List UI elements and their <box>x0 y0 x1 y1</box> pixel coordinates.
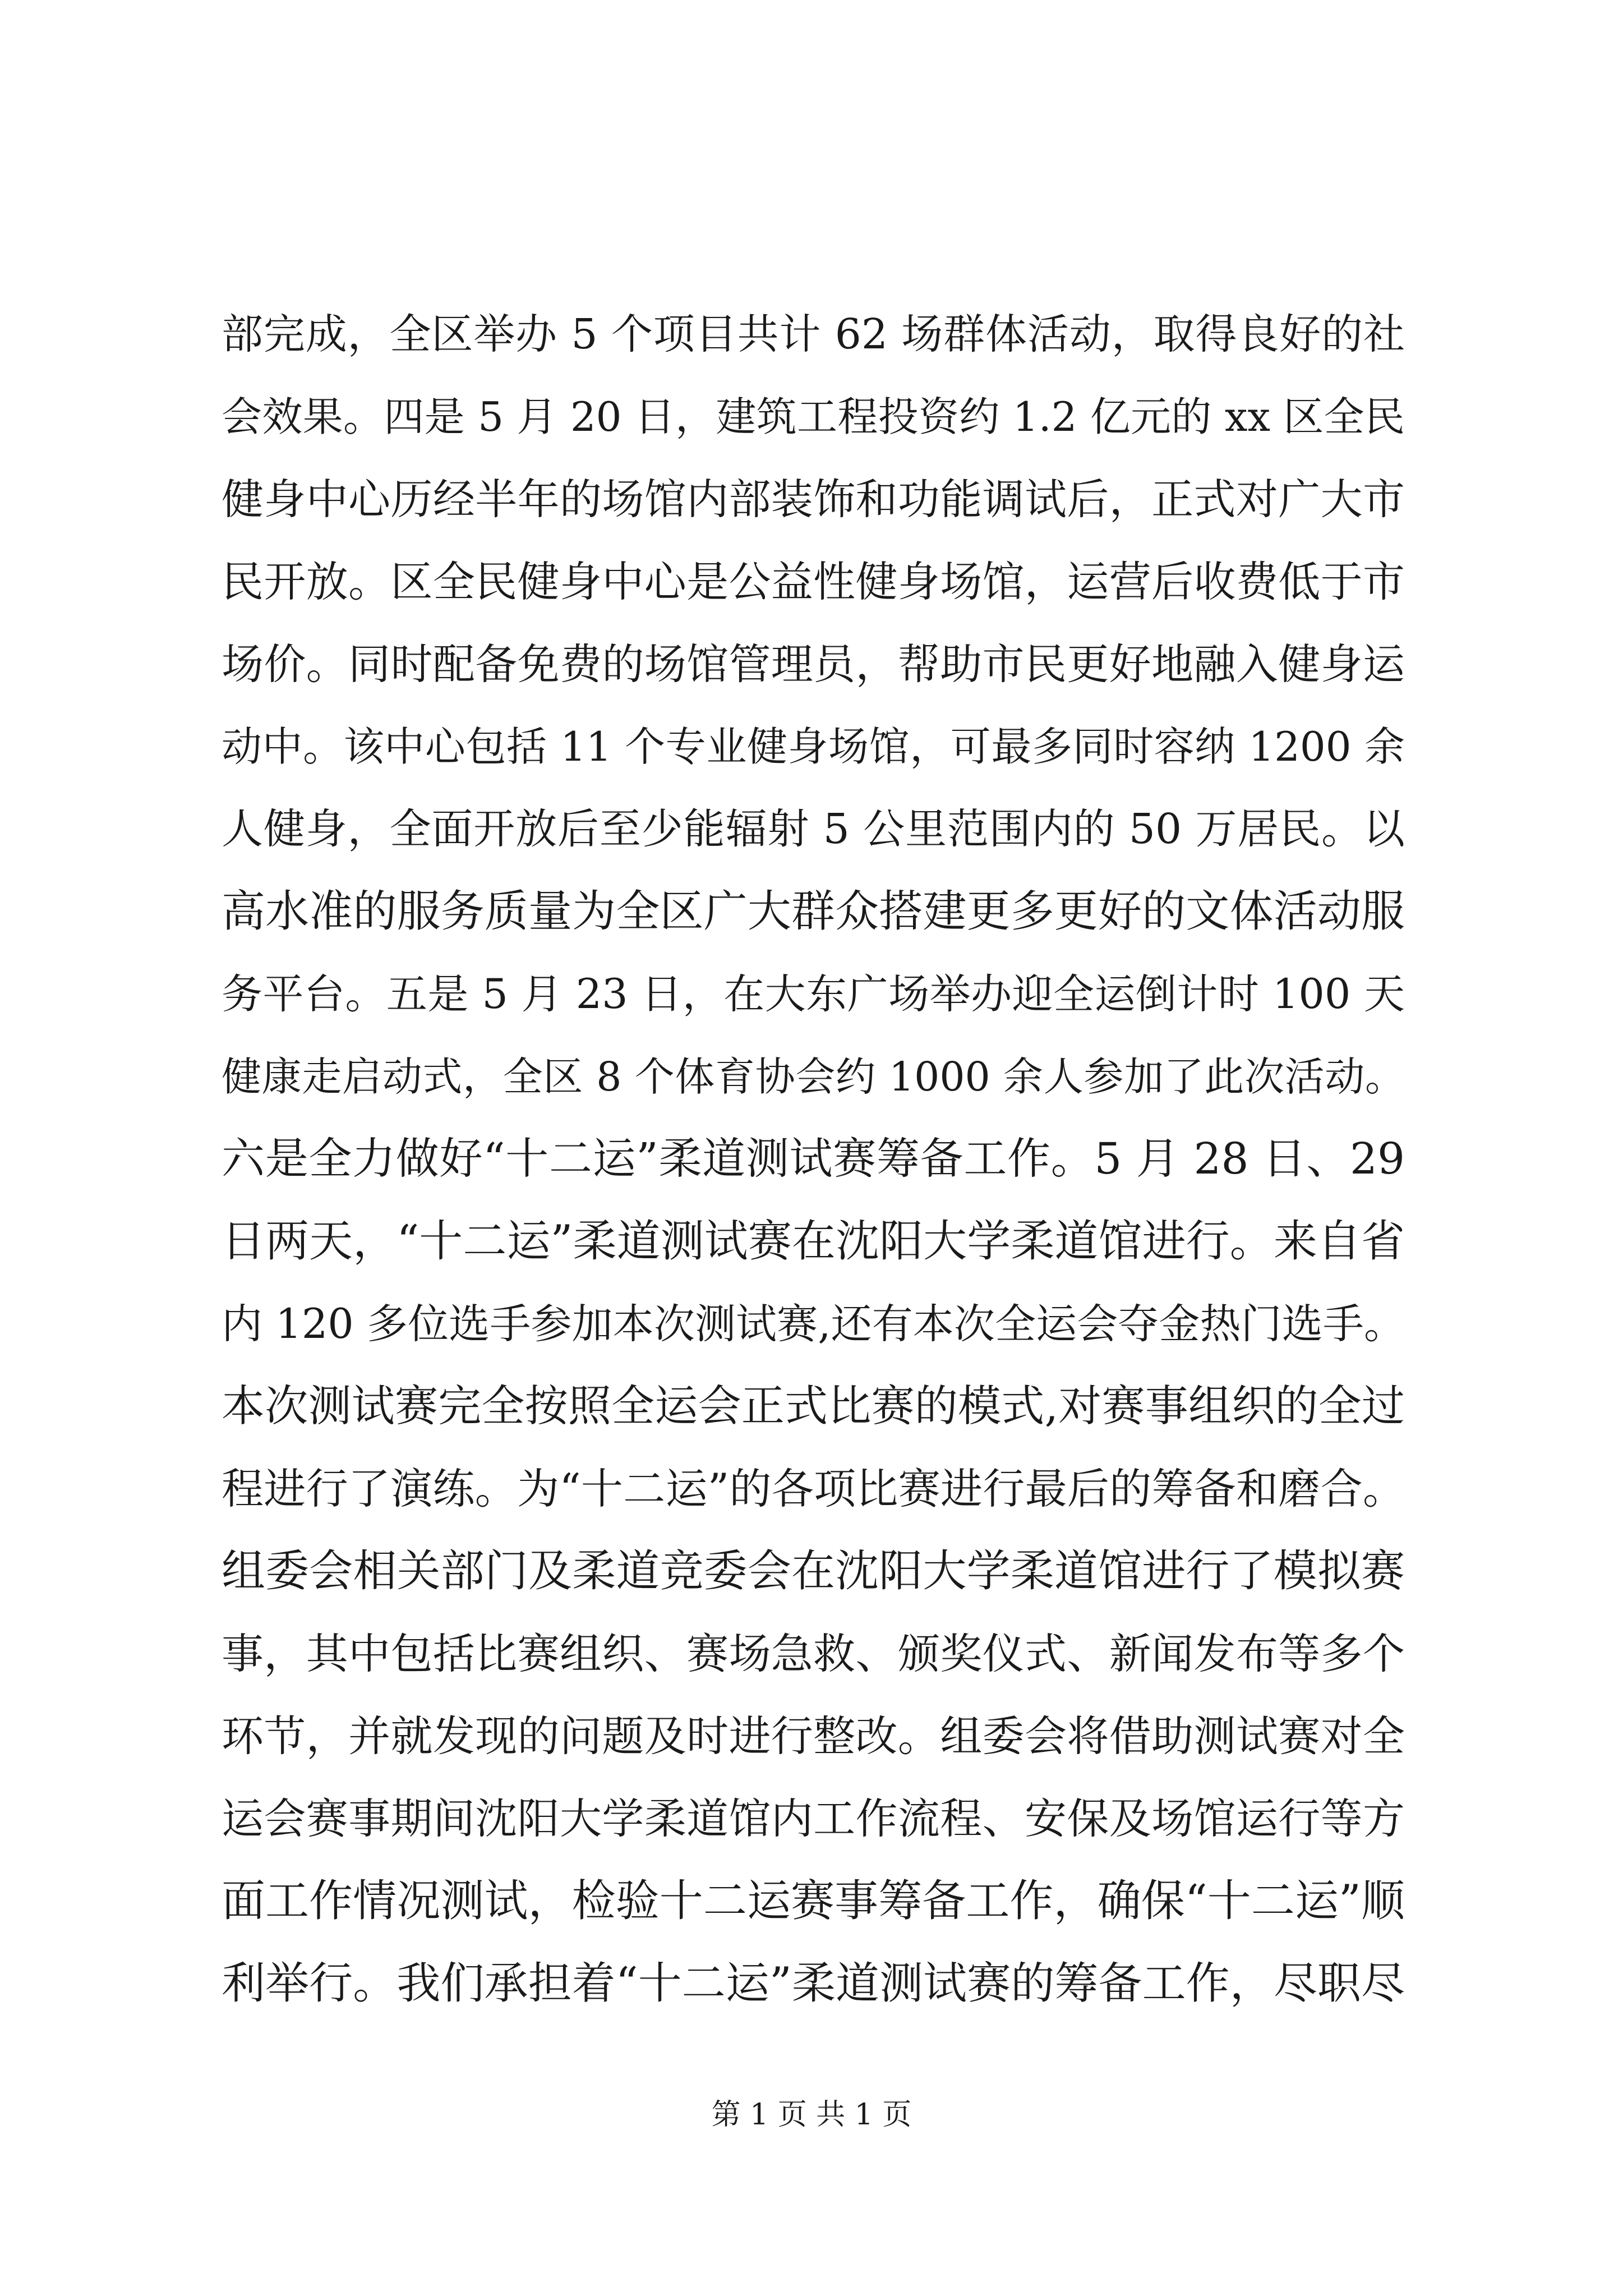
text-line: 会效果。四是 5 月 20 日，建筑工程投资约 1.2 亿元的 xx 区全民 <box>222 393 1405 440</box>
text-line: 面工作情况测试，检验十二运赛事筹备工作，确保“十二运”顺 <box>222 1876 1405 1926</box>
text-line: 六是全力做好“十二运”柔道测试赛筹备工作。5 月 28 日、29 <box>222 1134 1405 1184</box>
body-paragraph <box>222 293 1405 2025</box>
text-line: 人健身，全面开放后至少能辐射 5 公里范围内的 50 万居民。以 <box>222 805 1405 853</box>
text-line: 高水准的服务质量为全区广大群众搭建更多更好的文体活动服 <box>222 886 1405 937</box>
text-line: 事，其中包括比赛组织、赛场急救、颁奖仪式、新闻发布等多个 <box>222 1629 1405 1678</box>
text-line: 本次测试赛完全按照全运会正式比赛的模式,对赛事组织的全过 <box>222 1382 1405 1432</box>
text-line: 组委会相关部门及柔道竞委会在沈阳大学柔道馆进行了模拟赛 <box>222 1546 1405 1596</box>
text-line: 运会赛事期间沈阳大学柔道馆内工作流程、安保及场馆运行等方 <box>222 1794 1405 1843</box>
text-line: 民开放。区全民健身中心是公益性健身场馆，运营后收费低于市 <box>222 557 1405 606</box>
text-line: 场价。同时配备免费的场馆管理员，帮助市民更好地融入健身运 <box>222 639 1405 689</box>
text-line: 健康走启动式，全区 8 个体育协会约 1000 余人参加了此次活动。 <box>222 1053 1405 1100</box>
text-line: 务平台。五是 5 月 23 日，在大东广场举办迎全运倒计时 100 天 <box>222 970 1405 1018</box>
page-number-footer: 第 1 页 共 1 页 <box>711 2098 912 2132</box>
text-line: 动中。该中心包括 11 个专业健身场馆，可最多同时容纳 1200 余 <box>222 723 1405 770</box>
text-line: 日两天，“十二运”柔道测试赛在沈阳大学柔道馆进行。来自省 <box>222 1216 1405 1267</box>
text-line: 部完成，全区举办 5 个项目共计 62 场群体活动，取得良好的社 <box>222 310 1405 358</box>
text-line: 健身中心历经半年的场馆内部装饰和功能调试后，正式对广大市 <box>222 475 1405 524</box>
text-line: 内 120 多位选手参加本次测试赛,还有本次全运会夺金热门选手。 <box>222 1300 1405 1348</box>
text-line: 环节，并就发现的问题及时进行整改。组委会将借助测试赛对全 <box>222 1711 1405 1761</box>
text-line: 程进行了演练。为“十二运”的各项比赛进行最后的筹备和磨合。 <box>222 1464 1405 1513</box>
text-line: 利举行。我们承担着“十二运”柔道测试赛的筹备工作，尽职尽 <box>222 1958 1405 2009</box>
